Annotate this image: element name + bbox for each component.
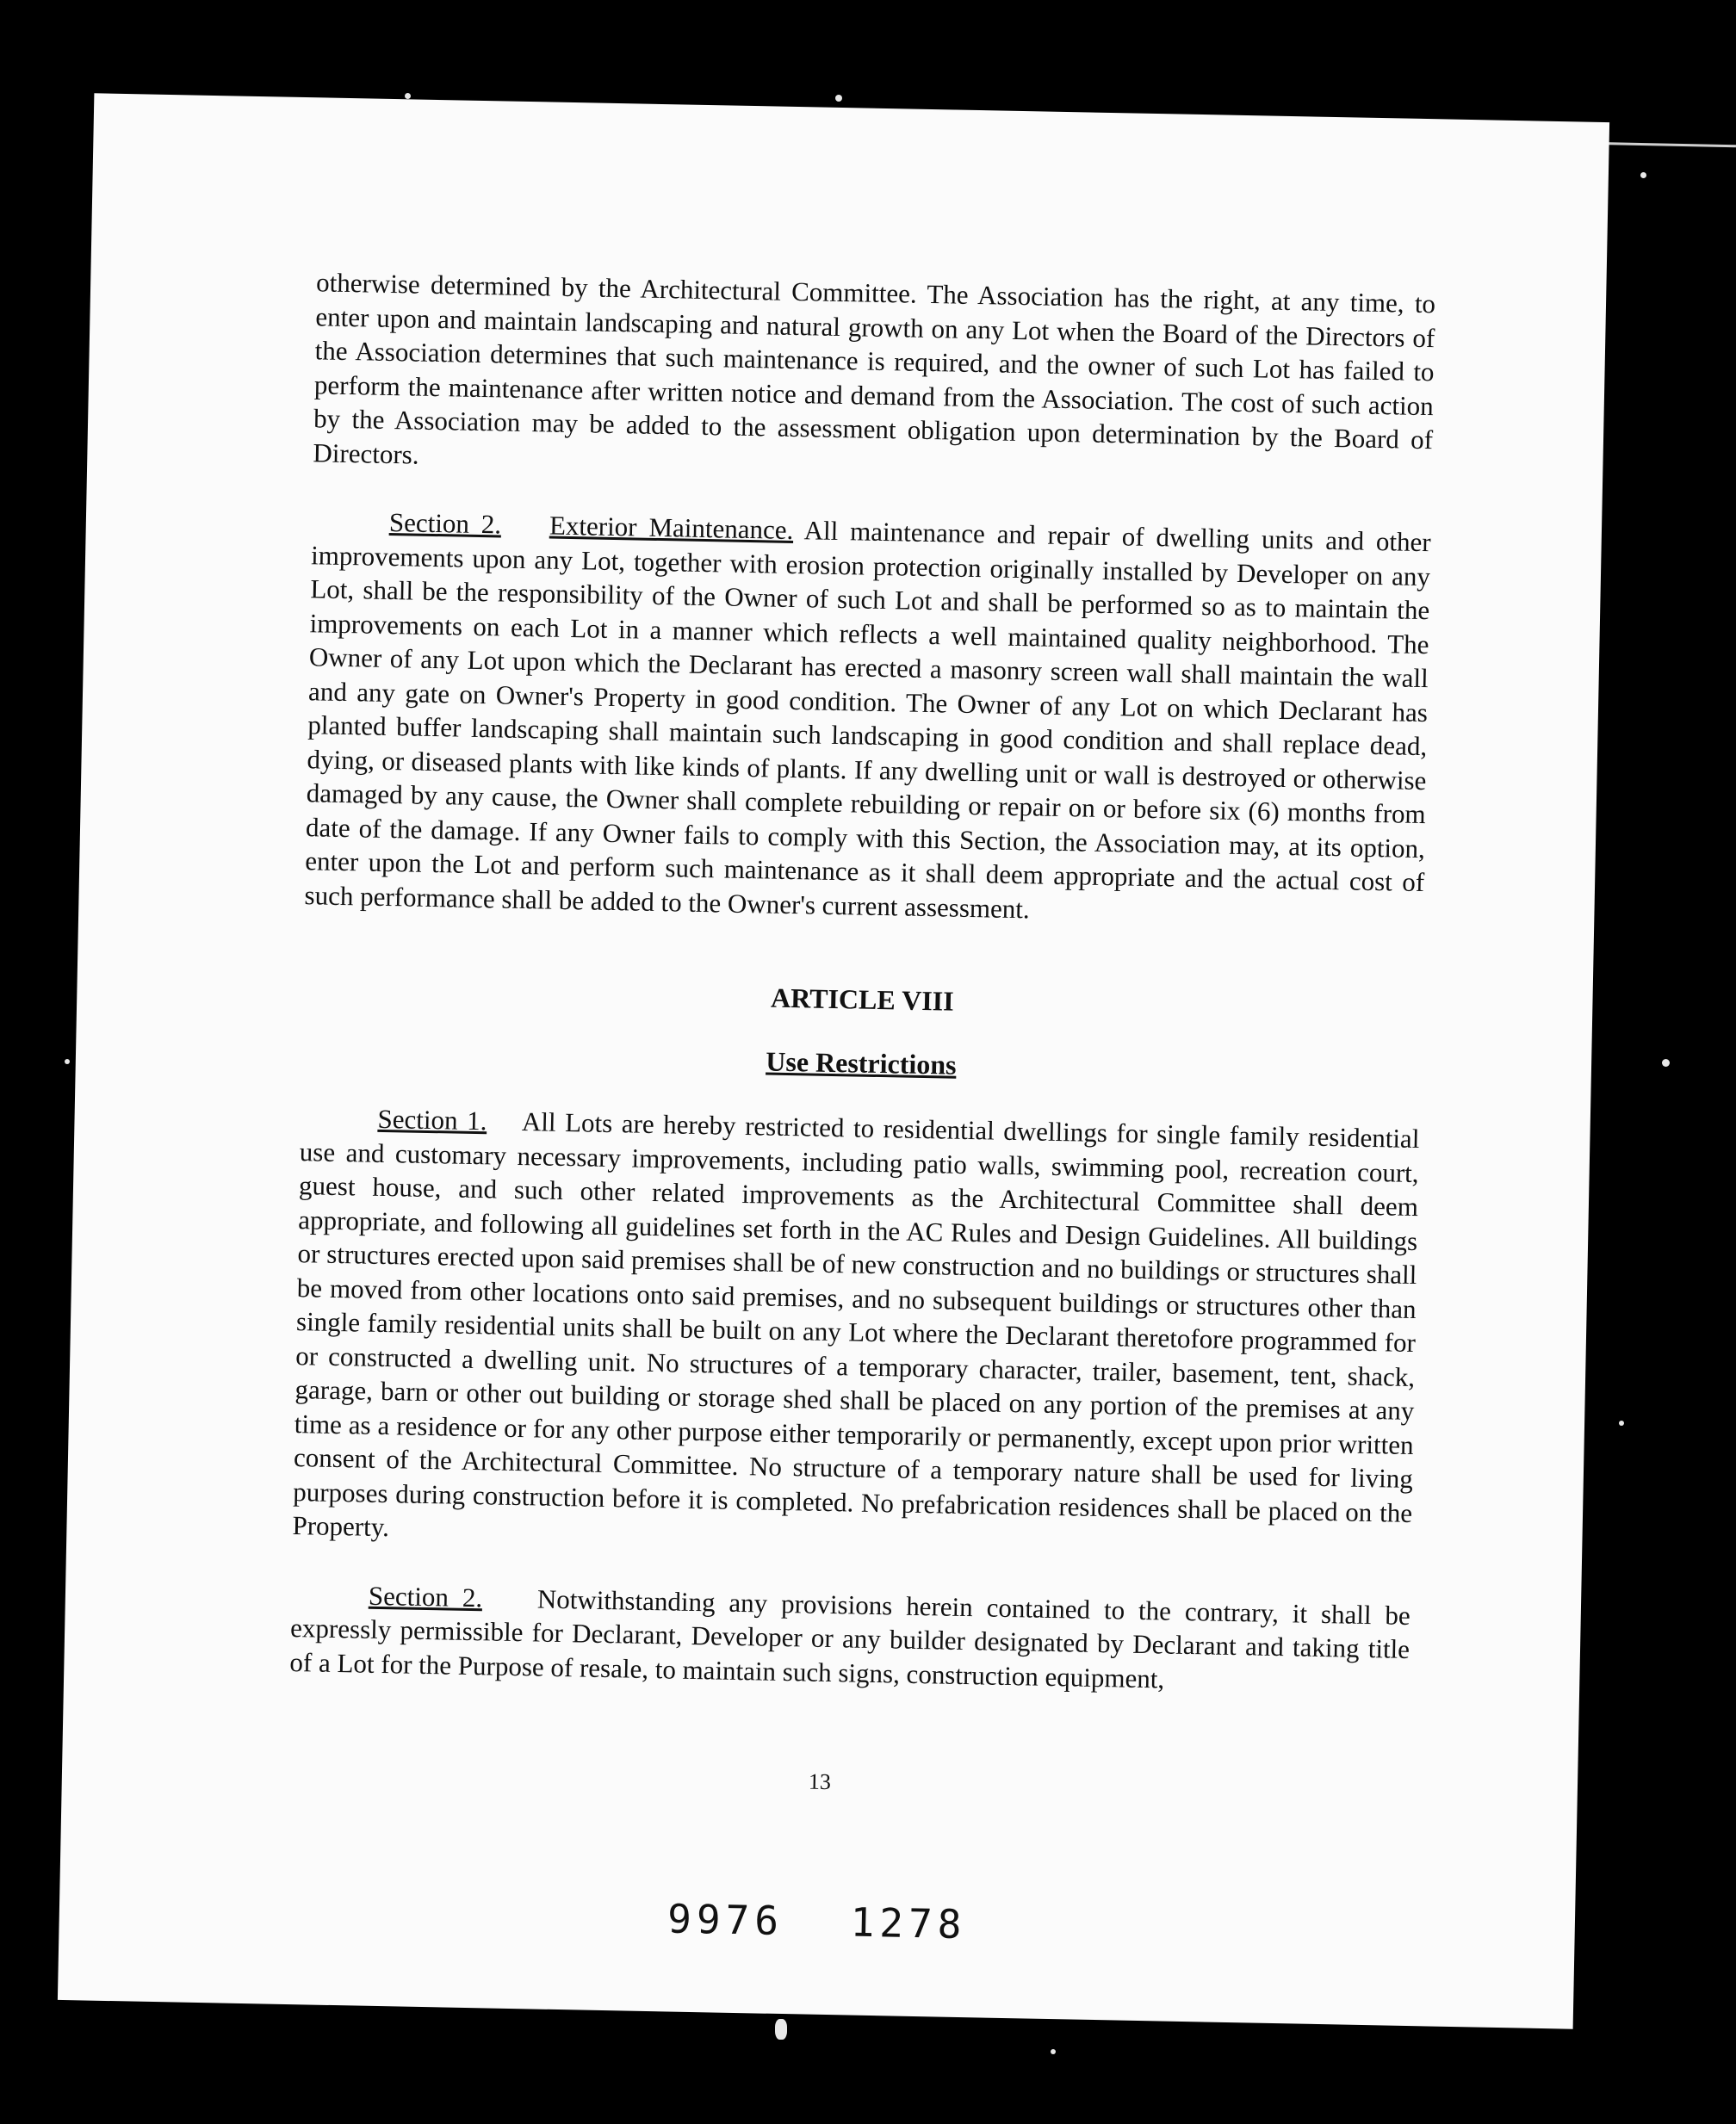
scan-speck [835, 95, 842, 102]
scan-speck [1051, 2049, 1056, 2054]
recording-book-number: 9976 [666, 1895, 784, 1945]
section-label: Section 2. [388, 506, 502, 540]
section-body: All maintenance and repair of dwelling units and other improvements upon any Lot, together with erosion protection originally installed by Developer on any Lot, shall be the responsibility of the Owner of such Lot and shall be performed so as to maintain the improvements on each Lot in a manner which reflects a well maintained quality neighborhood. The Owner of any Lot upon which the Declarant has erected a masonry screen wall shall maintain the wall and any gate on Owner's Property in good condition. The Owner of any Lot on which Declarant has planted buffer landscaping shall maintain such landscaping in good condition and shall replace dead, dying, or diseased plants with like kinds of plants. If any dwelling unit or wall is destroyed or otherwise damaged by any cause, the Owner shall complete rebuilding or repair on or before six (6) months from date of the damage. If any Owner fails to comply with this Section, the Association may, at its option, enter upon the Lot and perform such maintenance as it shall deem appropriate and the actual cost of such performance shall be added to the Owner's current assessment. [304, 515, 1432, 924]
recording-stamp [59, 1884, 1575, 1960]
article-subheading: Use Restrictions [766, 1044, 957, 1081]
section-body: Notwithstanding any provisions herein contained to the contrary, it shall be expressly permissible for Declarant, Developer or any builder designated by Declarant and taking title of a Lot for the Purpose of resale, to maintain such signs, construction equipment, [289, 1583, 1411, 1694]
section-label: Section 2. [368, 1580, 483, 1613]
section-1-use-restrictions [292, 1100, 1420, 1564]
scan-speck [1640, 172, 1646, 178]
section-title: Exterior Maintenance. [549, 510, 794, 545]
document-body [288, 265, 1435, 1735]
page-number: 13 [808, 1768, 832, 1795]
section-2-use-restrictions [289, 1577, 1410, 1700]
continuation-text: otherwise determined by the Architectural Committee. The Association has the right, at any time, to enter upon and maintain landscaping and natural growth on any Lot when the Board of the Directors of the Association determines that such maintenance is required, and the owner of such Lot has failed to perform the maintenance after written notice and demand from the Association. The cost of such action by the Association may be added to the assessment obligation upon determination by the Board of Directors. [313, 267, 1436, 470]
recording-page-number: 1278 [850, 1898, 967, 1948]
scan-speck [65, 1059, 70, 1064]
scan-speck [1662, 1059, 1670, 1067]
continuation-paragraph [313, 265, 1435, 491]
section-body: All Lots are hereby restricted to residential dwellings for single family residential use and customary necessary improvements, including patio walls, swimming pool, recreation court, guest house, and such other related improvements as the Architectural Committee shall deem appropriate, and following all guidelines set forth in the AC Rules and Design Guidelines. All buildings or structures erected upon said premises shall be of new construction and no buildings or structures shall be moved from other locations onto said premises, and no subsequent buildings or structures other than single family residential units shall be built on any Lot where the Declarant theretofore programmed for or constructed a dwelling unit. No structures of a temporary character, trailer, basement, tent, shack, garage, barn or other out building or storage shed shall be placed on any portion of the premises at any time as a residence or for any other purpose either temporarily or permanently, except upon prior written consent of the Architectural Committee. No structure of a temporary nature shall be used for living purposes during construction before it is completed. No prefabrication residences shall be placed on the Property. [292, 1106, 1420, 1543]
scan-speck [1619, 1421, 1624, 1426]
section-2-exterior-maintenance [304, 504, 1431, 933]
scan-speck [775, 2019, 787, 2040]
scan-speck [405, 93, 411, 99]
document-page [58, 93, 1609, 2028]
section-label: Section 1. [377, 1103, 487, 1136]
article-heading: ARTICLE VIII [770, 981, 954, 1017]
